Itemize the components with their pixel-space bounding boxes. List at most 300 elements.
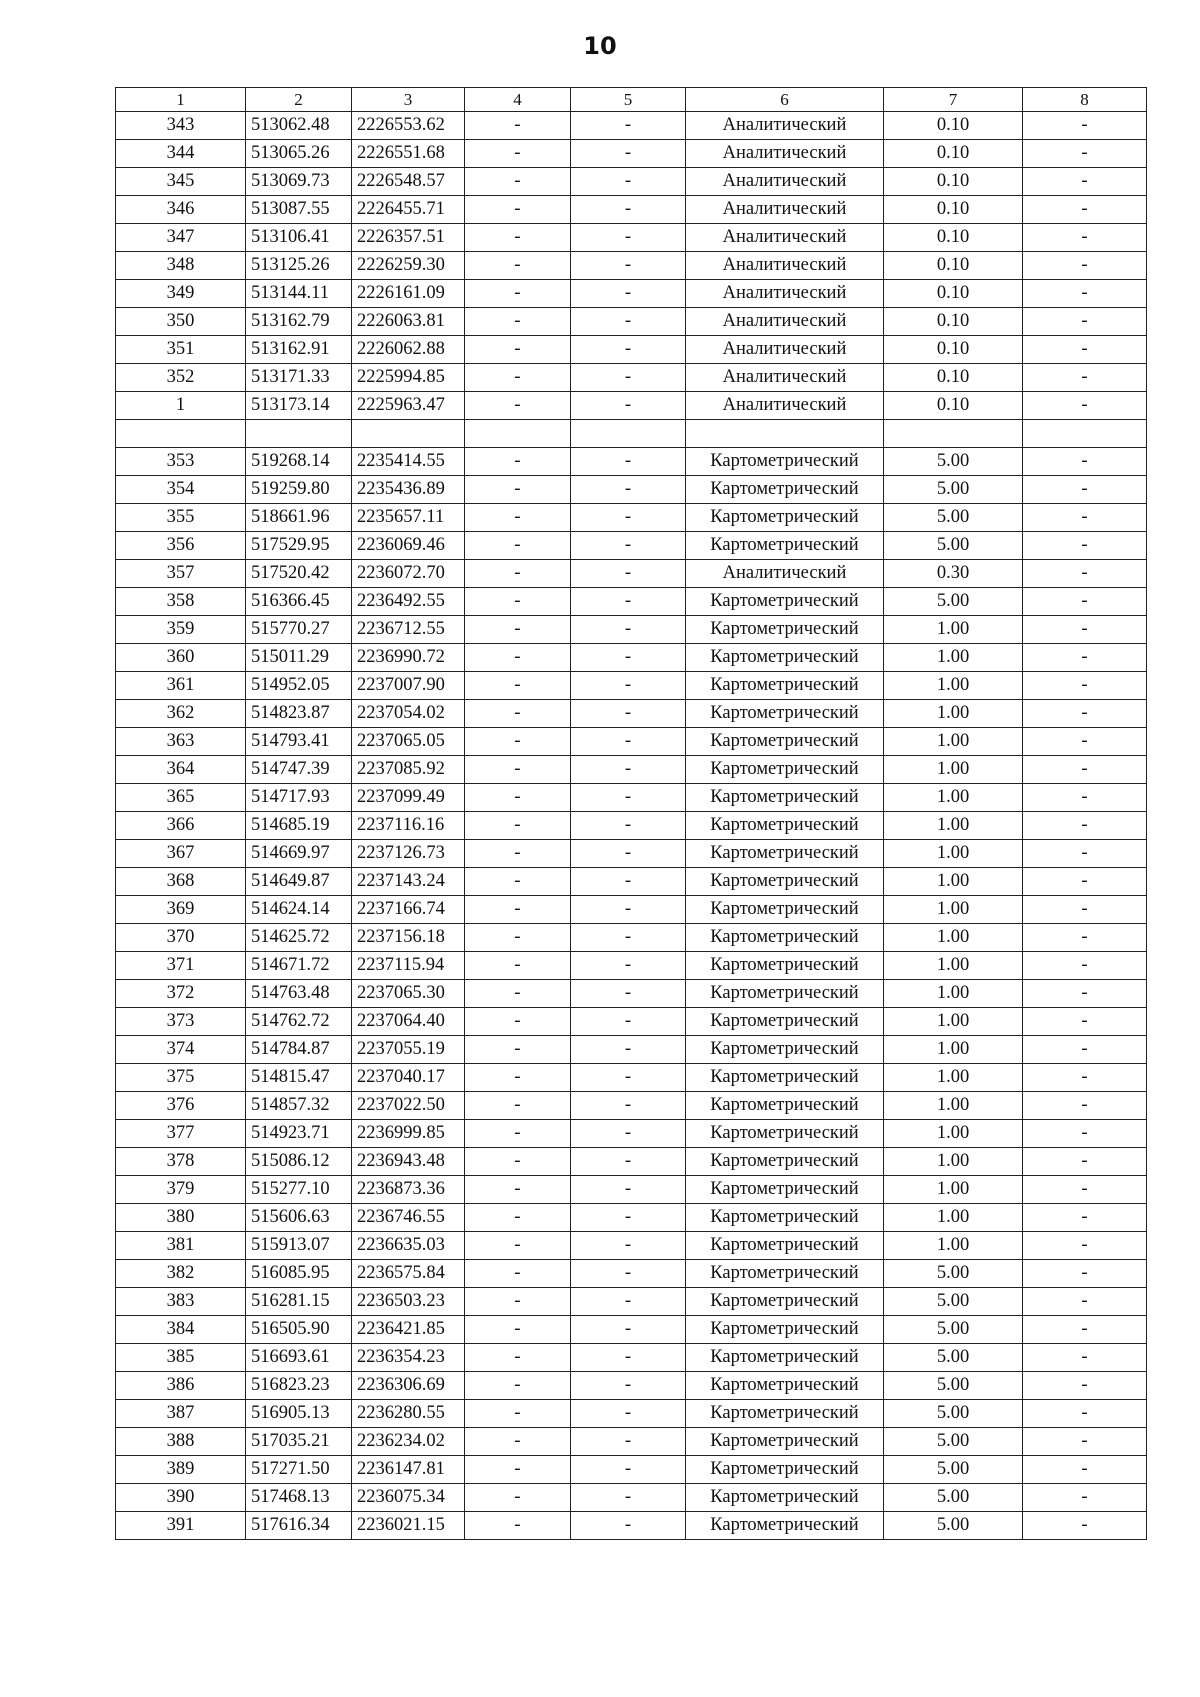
accuracy-cell <box>884 420 1023 448</box>
y-coordinate-cell: 2226062.88 <box>352 336 465 364</box>
point-number-cell: 346 <box>116 196 246 224</box>
col5-cell: - <box>571 1064 686 1092</box>
table-row <box>116 1176 1147 1204</box>
col5-cell: - <box>571 672 686 700</box>
col4-cell: - <box>465 1456 571 1484</box>
method-cell: Картометрический <box>686 784 884 812</box>
method-cell: Аналитический <box>686 364 884 392</box>
accuracy-cell: 5.00 <box>884 588 1023 616</box>
col8-cell: - <box>1023 1484 1147 1512</box>
col8-cell: - <box>1023 252 1147 280</box>
col4-cell: - <box>465 1344 571 1372</box>
method-cell: Картометрический <box>686 756 884 784</box>
col5-cell: - <box>571 784 686 812</box>
col8-cell: - <box>1023 112 1147 140</box>
point-number-cell: 360 <box>116 644 246 672</box>
point-number-cell: 390 <box>116 1484 246 1512</box>
col5-cell: - <box>571 1316 686 1344</box>
x-coordinate-cell: 514717.93 <box>246 784 352 812</box>
y-coordinate-cell: 2236280.55 <box>352 1400 465 1428</box>
method-cell: Картометрический <box>686 1036 884 1064</box>
method-cell: Аналитический <box>686 336 884 364</box>
table-row <box>116 1260 1147 1288</box>
col4-cell: - <box>465 168 571 196</box>
col8-cell: - <box>1023 532 1147 560</box>
col4-cell: - <box>465 924 571 952</box>
col5-cell: - <box>571 1148 686 1176</box>
accuracy-cell: 5.00 <box>884 476 1023 504</box>
method-cell: Картометрический <box>686 1092 884 1120</box>
col5-cell: - <box>571 1512 686 1540</box>
method-cell: Картометрический <box>686 1400 884 1428</box>
col4-cell: - <box>465 140 571 168</box>
accuracy-cell: 1.00 <box>884 924 1023 952</box>
col4-cell: - <box>465 756 571 784</box>
col5-cell: - <box>571 1120 686 1148</box>
y-coordinate-cell: 2237099.49 <box>352 784 465 812</box>
x-coordinate-cell: 517468.13 <box>246 1484 352 1512</box>
col4-cell: - <box>465 616 571 644</box>
col4-cell: - <box>465 224 571 252</box>
method-cell: Картометрический <box>686 728 884 756</box>
y-coordinate-cell: 2226357.51 <box>352 224 465 252</box>
point-number-cell <box>116 420 246 448</box>
x-coordinate-cell: 514649.87 <box>246 868 352 896</box>
y-coordinate-cell: 2237115.94 <box>352 952 465 980</box>
table-row <box>116 952 1147 980</box>
table-row <box>116 168 1147 196</box>
column-header: 2 <box>246 88 352 112</box>
method-cell: Аналитический <box>686 112 884 140</box>
point-number-cell: 389 <box>116 1456 246 1484</box>
table-row <box>116 980 1147 1008</box>
table-row <box>116 1036 1147 1064</box>
accuracy-cell: 5.00 <box>884 1316 1023 1344</box>
accuracy-cell: 1.00 <box>884 840 1023 868</box>
col8-cell: - <box>1023 1428 1147 1456</box>
point-number-cell: 351 <box>116 336 246 364</box>
header-row <box>116 88 1147 112</box>
col8-cell: - <box>1023 140 1147 168</box>
point-number-cell: 369 <box>116 896 246 924</box>
method-cell: Картометрический <box>686 476 884 504</box>
page-number: 10 <box>583 32 617 60</box>
table-row <box>116 1484 1147 1512</box>
coordinates-table <box>115 87 1147 1540</box>
accuracy-cell: 0.10 <box>884 364 1023 392</box>
col5-cell: - <box>571 112 686 140</box>
x-coordinate-cell: 517035.21 <box>246 1428 352 1456</box>
col8-cell: - <box>1023 672 1147 700</box>
table-row <box>116 1456 1147 1484</box>
col8-cell: - <box>1023 840 1147 868</box>
y-coordinate-cell: 2237064.40 <box>352 1008 465 1036</box>
table-row <box>116 252 1147 280</box>
point-number-cell: 374 <box>116 1036 246 1064</box>
column-header: 3 <box>352 88 465 112</box>
method-cell: Аналитический <box>686 280 884 308</box>
col8-cell: - <box>1023 1456 1147 1484</box>
point-number-cell: 368 <box>116 868 246 896</box>
col8-cell: - <box>1023 1232 1147 1260</box>
col5-cell: - <box>571 1204 686 1232</box>
col8-cell: - <box>1023 756 1147 784</box>
x-coordinate-cell: 516693.61 <box>246 1344 352 1372</box>
accuracy-cell: 0.10 <box>884 196 1023 224</box>
column-header: 5 <box>571 88 686 112</box>
method-cell: Картометрический <box>686 644 884 672</box>
point-number-cell: 388 <box>116 1428 246 1456</box>
x-coordinate-cell: 513069.73 <box>246 168 352 196</box>
col4-cell: - <box>465 364 571 392</box>
table-row <box>116 1148 1147 1176</box>
col5-cell: - <box>571 1400 686 1428</box>
method-cell <box>686 420 884 448</box>
x-coordinate-cell: 514815.47 <box>246 1064 352 1092</box>
x-coordinate-cell: 514784.87 <box>246 1036 352 1064</box>
y-coordinate-cell: 2237065.05 <box>352 728 465 756</box>
table-row <box>116 140 1147 168</box>
method-cell: Картометрический <box>686 1064 884 1092</box>
point-number-cell: 345 <box>116 168 246 196</box>
y-coordinate-cell: 2237166.74 <box>352 896 465 924</box>
y-coordinate-cell: 2236234.02 <box>352 1428 465 1456</box>
col4-cell: - <box>465 392 571 420</box>
x-coordinate-cell: 516905.13 <box>246 1400 352 1428</box>
col5-cell: - <box>571 1428 686 1456</box>
table-row <box>116 1064 1147 1092</box>
col5-cell: - <box>571 1260 686 1288</box>
col8-cell: - <box>1023 588 1147 616</box>
method-cell: Картометрический <box>686 896 884 924</box>
accuracy-cell: 5.00 <box>884 1512 1023 1540</box>
table-row <box>116 364 1147 392</box>
accuracy-cell: 1.00 <box>884 1092 1023 1120</box>
x-coordinate-cell: 513062.48 <box>246 112 352 140</box>
col5-cell: - <box>571 504 686 532</box>
col5-cell: - <box>571 224 686 252</box>
x-coordinate-cell: 518661.96 <box>246 504 352 532</box>
point-number-cell: 361 <box>116 672 246 700</box>
accuracy-cell: 1.00 <box>884 812 1023 840</box>
y-coordinate-cell: 2226063.81 <box>352 308 465 336</box>
x-coordinate-cell: 517271.50 <box>246 1456 352 1484</box>
col8-cell: - <box>1023 1176 1147 1204</box>
col8-cell: - <box>1023 280 1147 308</box>
accuracy-cell: 1.00 <box>884 784 1023 812</box>
y-coordinate-cell: 2236072.70 <box>352 560 465 588</box>
col5-cell: - <box>571 308 686 336</box>
accuracy-cell: 5.00 <box>884 1288 1023 1316</box>
accuracy-cell: 5.00 <box>884 1372 1023 1400</box>
x-coordinate-cell: 515277.10 <box>246 1176 352 1204</box>
table-row <box>116 532 1147 560</box>
y-coordinate-cell: 2236503.23 <box>352 1288 465 1316</box>
col5-cell: - <box>571 1176 686 1204</box>
table-row <box>116 504 1147 532</box>
y-coordinate-cell: 2237022.50 <box>352 1092 465 1120</box>
column-header: 4 <box>465 88 571 112</box>
accuracy-cell: 0.10 <box>884 280 1023 308</box>
method-cell: Картометрический <box>686 1428 884 1456</box>
y-coordinate-cell: 2237065.30 <box>352 980 465 1008</box>
method-cell: Аналитический <box>686 168 884 196</box>
col4-cell: - <box>465 504 571 532</box>
x-coordinate-cell: 514793.41 <box>246 728 352 756</box>
col5-cell: - <box>571 196 686 224</box>
x-coordinate-cell: 515770.27 <box>246 616 352 644</box>
table-row <box>116 1344 1147 1372</box>
table-row <box>116 420 1147 448</box>
method-cell: Картометрический <box>686 1260 884 1288</box>
x-coordinate-cell: 516085.95 <box>246 1260 352 1288</box>
point-number-cell: 357 <box>116 560 246 588</box>
x-coordinate-cell: 517529.95 <box>246 532 352 560</box>
y-coordinate-cell: 2236943.48 <box>352 1148 465 1176</box>
x-coordinate-cell: 513173.14 <box>246 392 352 420</box>
col4-cell: - <box>465 980 571 1008</box>
accuracy-cell: 1.00 <box>884 1036 1023 1064</box>
col5-cell: - <box>571 392 686 420</box>
col5-cell: - <box>571 1456 686 1484</box>
x-coordinate-cell: 514671.72 <box>246 952 352 980</box>
y-coordinate-cell: 2236635.03 <box>352 1232 465 1260</box>
x-coordinate-cell: 515011.29 <box>246 644 352 672</box>
method-cell: Картометрический <box>686 700 884 728</box>
y-coordinate-cell: 2237055.19 <box>352 1036 465 1064</box>
table-row <box>116 1316 1147 1344</box>
x-coordinate-cell: 514624.14 <box>246 896 352 924</box>
x-coordinate-cell: 513144.11 <box>246 280 352 308</box>
table-row <box>116 588 1147 616</box>
method-cell: Картометрический <box>686 532 884 560</box>
accuracy-cell: 1.00 <box>884 1176 1023 1204</box>
method-cell: Картометрический <box>686 1484 884 1512</box>
table-body <box>116 112 1147 1540</box>
col5-cell: - <box>571 980 686 1008</box>
y-coordinate-cell: 2237126.73 <box>352 840 465 868</box>
x-coordinate-cell: 514823.87 <box>246 700 352 728</box>
method-cell: Картометрический <box>686 1232 884 1260</box>
accuracy-cell: 1.00 <box>884 1232 1023 1260</box>
col5-cell: - <box>571 1232 686 1260</box>
col4-cell: - <box>465 784 571 812</box>
x-coordinate-cell: 513087.55 <box>246 196 352 224</box>
col8-cell: - <box>1023 308 1147 336</box>
method-cell: Картометрический <box>686 672 884 700</box>
x-coordinate-cell: 516281.15 <box>246 1288 352 1316</box>
table-row <box>116 1400 1147 1428</box>
point-number-cell: 378 <box>116 1148 246 1176</box>
y-coordinate-cell: 2236075.34 <box>352 1484 465 1512</box>
col8-cell: - <box>1023 616 1147 644</box>
table-row <box>116 1092 1147 1120</box>
method-cell: Картометрический <box>686 1372 884 1400</box>
y-coordinate-cell: 2235657.11 <box>352 504 465 532</box>
point-number-cell: 377 <box>116 1120 246 1148</box>
col4-cell: - <box>465 728 571 756</box>
col4-cell: - <box>465 896 571 924</box>
table-row <box>116 644 1147 672</box>
y-coordinate-cell: 2226455.71 <box>352 196 465 224</box>
col5-cell: - <box>571 588 686 616</box>
column-header: 8 <box>1023 88 1147 112</box>
accuracy-cell: 1.00 <box>884 1148 1023 1176</box>
col8-cell: - <box>1023 1148 1147 1176</box>
x-coordinate-cell: 513065.26 <box>246 140 352 168</box>
point-number-cell: 352 <box>116 364 246 392</box>
y-coordinate-cell: 2237085.92 <box>352 756 465 784</box>
col8-cell: - <box>1023 728 1147 756</box>
point-number-cell: 367 <box>116 840 246 868</box>
col8-cell: - <box>1023 560 1147 588</box>
table-row <box>116 924 1147 952</box>
col5-cell: - <box>571 1092 686 1120</box>
table-row <box>116 448 1147 476</box>
accuracy-cell: 0.10 <box>884 336 1023 364</box>
method-cell: Аналитический <box>686 196 884 224</box>
table-row <box>116 896 1147 924</box>
point-number-cell: 372 <box>116 980 246 1008</box>
col5-cell: - <box>571 1288 686 1316</box>
accuracy-cell: 1.00 <box>884 1064 1023 1092</box>
point-number-cell: 383 <box>116 1288 246 1316</box>
col8-cell: - <box>1023 1064 1147 1092</box>
col5-cell: - <box>571 868 686 896</box>
method-cell: Картометрический <box>686 924 884 952</box>
table-row <box>116 1372 1147 1400</box>
method-cell: Картометрический <box>686 1120 884 1148</box>
point-number-cell: 359 <box>116 616 246 644</box>
col8-cell: - <box>1023 364 1147 392</box>
point-number-cell: 347 <box>116 224 246 252</box>
col4-cell: - <box>465 1008 571 1036</box>
table-row <box>116 1204 1147 1232</box>
column-header: 1 <box>116 88 246 112</box>
method-cell: Картометрический <box>686 504 884 532</box>
col8-cell: - <box>1023 336 1147 364</box>
col8-cell: - <box>1023 448 1147 476</box>
x-coordinate-cell: 517520.42 <box>246 560 352 588</box>
col8-cell: - <box>1023 1372 1147 1400</box>
col4-cell: - <box>465 1512 571 1540</box>
y-coordinate-cell: 2236021.15 <box>352 1512 465 1540</box>
accuracy-cell: 0.30 <box>884 560 1023 588</box>
accuracy-cell: 5.00 <box>884 1344 1023 1372</box>
method-cell: Аналитический <box>686 392 884 420</box>
y-coordinate-cell: 2226548.57 <box>352 168 465 196</box>
col5-cell: - <box>571 252 686 280</box>
x-coordinate-cell: 513125.26 <box>246 252 352 280</box>
table-row <box>116 1428 1147 1456</box>
point-number-cell: 386 <box>116 1372 246 1400</box>
table-row <box>116 112 1147 140</box>
col8-cell: - <box>1023 700 1147 728</box>
col4-cell: - <box>465 560 571 588</box>
col4-cell: - <box>465 1036 571 1064</box>
column-header: 6 <box>686 88 884 112</box>
y-coordinate-cell: 2237116.16 <box>352 812 465 840</box>
table-row <box>116 1120 1147 1148</box>
table-row <box>116 1288 1147 1316</box>
accuracy-cell: 1.00 <box>884 1120 1023 1148</box>
col4-cell: - <box>465 1120 571 1148</box>
point-number-cell: 385 <box>116 1344 246 1372</box>
col8-cell: - <box>1023 392 1147 420</box>
col5-cell: - <box>571 840 686 868</box>
method-cell: Картометрический <box>686 448 884 476</box>
x-coordinate-cell: 513162.79 <box>246 308 352 336</box>
col8-cell: - <box>1023 1288 1147 1316</box>
y-coordinate-cell: 2236147.81 <box>352 1456 465 1484</box>
y-coordinate-cell: 2236575.84 <box>352 1260 465 1288</box>
y-coordinate-cell: 2225963.47 <box>352 392 465 420</box>
point-number-cell: 358 <box>116 588 246 616</box>
col4-cell: - <box>465 1176 571 1204</box>
col8-cell: - <box>1023 1036 1147 1064</box>
col5-cell: - <box>571 1036 686 1064</box>
accuracy-cell: 5.00 <box>884 1260 1023 1288</box>
table-row <box>116 1232 1147 1260</box>
col8-cell: - <box>1023 644 1147 672</box>
method-cell: Аналитический <box>686 224 884 252</box>
col5-cell: - <box>571 1344 686 1372</box>
table-row <box>116 476 1147 504</box>
accuracy-cell: 1.00 <box>884 756 1023 784</box>
accuracy-cell: 5.00 <box>884 1456 1023 1484</box>
col5-cell: - <box>571 700 686 728</box>
x-coordinate-cell: 513171.33 <box>246 364 352 392</box>
col5-cell: - <box>571 168 686 196</box>
col5-cell: - <box>571 1372 686 1400</box>
table-row <box>116 868 1147 896</box>
method-cell: Картометрический <box>686 812 884 840</box>
accuracy-cell: 1.00 <box>884 672 1023 700</box>
col5-cell: - <box>571 280 686 308</box>
method-cell: Картометрический <box>686 616 884 644</box>
y-coordinate-cell: 2226259.30 <box>352 252 465 280</box>
table-row <box>116 224 1147 252</box>
accuracy-cell: 5.00 <box>884 1484 1023 1512</box>
y-coordinate-cell: 2236421.85 <box>352 1316 465 1344</box>
method-cell: Картометрический <box>686 1204 884 1232</box>
point-number-cell: 355 <box>116 504 246 532</box>
point-number-cell: 391 <box>116 1512 246 1540</box>
col4-cell: - <box>465 840 571 868</box>
method-cell: Аналитический <box>686 560 884 588</box>
point-number-cell: 370 <box>116 924 246 952</box>
table-row <box>116 784 1147 812</box>
point-number-cell: 382 <box>116 1260 246 1288</box>
col8-cell: - <box>1023 784 1147 812</box>
table-header <box>116 88 1147 112</box>
col8-cell: - <box>1023 1204 1147 1232</box>
col4-cell: - <box>465 532 571 560</box>
point-number-cell: 363 <box>116 728 246 756</box>
y-coordinate-cell: 2236746.55 <box>352 1204 465 1232</box>
col8-cell: - <box>1023 1008 1147 1036</box>
y-coordinate-cell: 2236873.36 <box>352 1176 465 1204</box>
col5-cell: - <box>571 756 686 784</box>
col4-cell: - <box>465 1316 571 1344</box>
x-coordinate-cell <box>246 420 352 448</box>
col4-cell <box>465 420 571 448</box>
x-coordinate-cell: 514763.48 <box>246 980 352 1008</box>
col8-cell: - <box>1023 168 1147 196</box>
accuracy-cell: 1.00 <box>884 616 1023 644</box>
y-coordinate-cell: 2235436.89 <box>352 476 465 504</box>
accuracy-cell: 1.00 <box>884 952 1023 980</box>
